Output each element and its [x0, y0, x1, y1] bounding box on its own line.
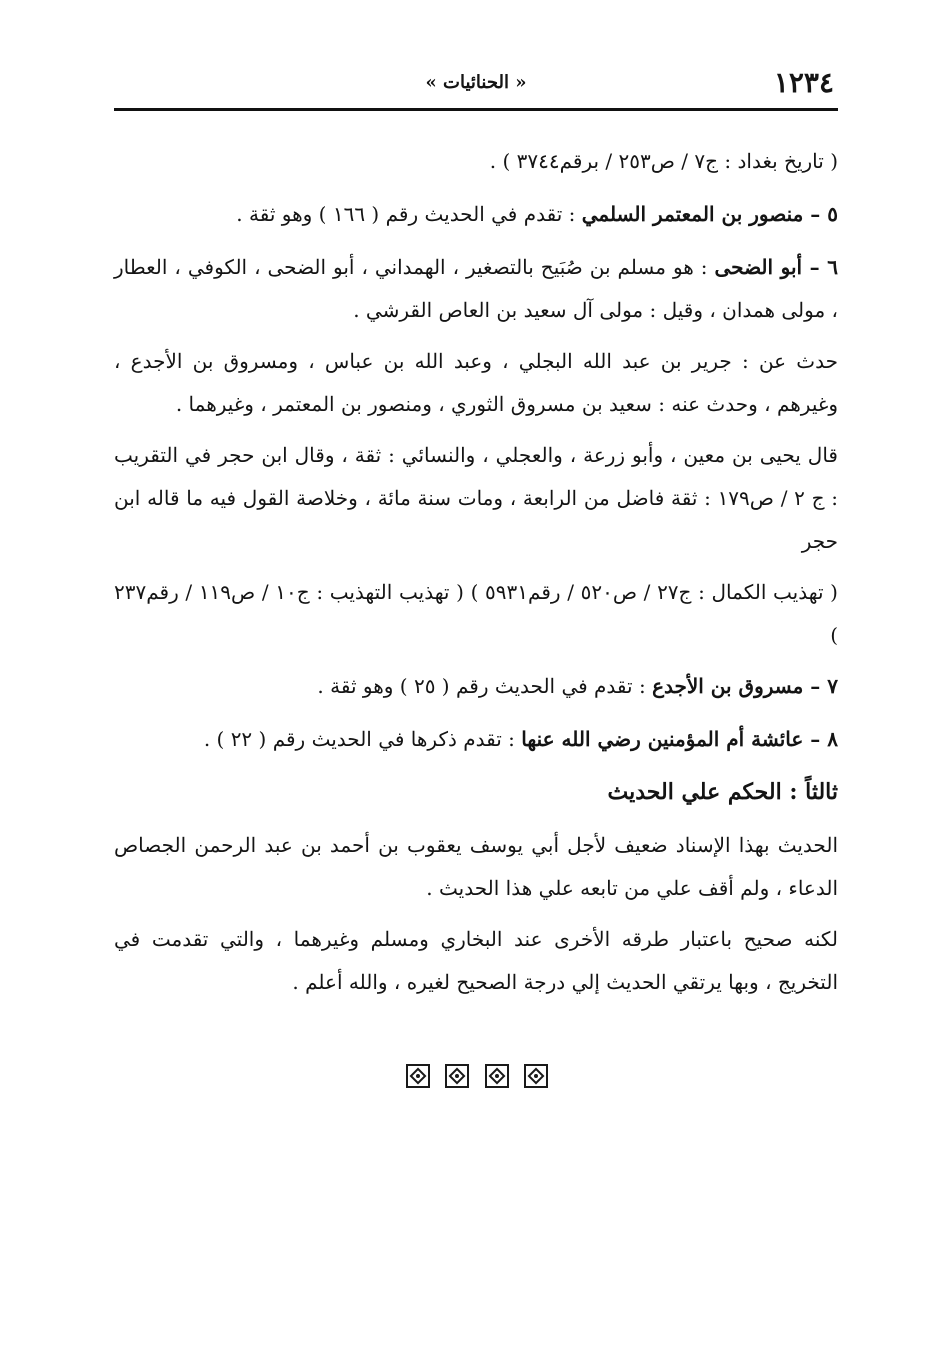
square-ornament-icon [406, 1064, 430, 1088]
square-ornament-icon [524, 1064, 548, 1088]
page-header [114, 64, 838, 110]
paragraph-source-baghdad [114, 140, 838, 183]
paragraph-narrated-from [114, 340, 838, 426]
paragraph-text: قال يحيى بن معين ، وأبو زرعة ، والعجلي ، والنسائي : ثقة ، وقال ابن حجر في التقريب : ج ٢ / ص١٧٩ : ثقة فاضل من الرابعة ، ومات سنة مائة ، وخلاصة القول فيه ما قاله ابن حجر [114, 443, 838, 553]
narrator-name: ٧ – مسروق بن الأجدع [652, 674, 838, 698]
paragraph-text: : هو مسلم بن صُبَيح بالتصغير ، الهمداني ، أبو الضحى ، الكوفي ، العطار ، مولى همدان ، وقيل : مولى آل سعيد بن العاص القرشي . [114, 255, 838, 322]
paragraph-text: الحديث بهذا الإسناد ضعيف لأجل أبي يوسف يعقوب بن أحمد بن عبد الرحمن الجصاص الدعاء ، ولم أقف علي من تابعه علي هذا الحديث . [114, 833, 838, 900]
paragraph-narrator-6 [114, 246, 838, 332]
paragraph-narrator-5 [114, 193, 838, 236]
paragraph-text: لكنه صحيح باعتبار طرقه الأخرى عند البخاري ومسلم وغيرهما ، والتي تقدمت في التخريج ، وبها يرتقي الحديث إلي درجة الصحيح لغيره ، والله أعلم . [114, 927, 838, 994]
paragraph-grading [114, 434, 838, 563]
main-text [114, 140, 838, 1014]
paragraph-narrator-7 [114, 665, 838, 708]
narrator-name: ٦ – أبو الضحى [714, 255, 838, 279]
narrator-name: ٥ – منصور بن المعتمر السلمي [581, 202, 838, 226]
section-heading: ثالثاً : الحكم علي الحديث [607, 779, 838, 805]
paragraph-text: : تقدم ذكرها في الحديث رقم ( ٢٢ ) . [203, 727, 522, 751]
paragraph-text: : تقدم في الحديث رقم ( ٢٥ ) وهو ثقة . [317, 674, 653, 698]
running-title: « الحنائيات » [425, 72, 527, 93]
paragraph-ruling [114, 824, 838, 910]
paragraph-references [114, 571, 838, 657]
square-ornament-icon [485, 1064, 509, 1088]
end-ornaments [406, 1064, 548, 1090]
paragraph-text: : تقدم في الحديث رقم ( ١٦٦ ) وهو ثقة . [236, 202, 582, 226]
paragraph-narrator-8 [114, 718, 838, 761]
paragraph-conclusion [114, 918, 838, 1004]
paragraph-text: حدث عن : جرير بن عبد الله البجلي ، وعبد الله بن عباس ، ومسروق بن الأجدع ، وغيرهم ، وحدث عنه : سعيد بن مسروق الثوري ، ومنصور بن المعتمر ، وغيرهما . [114, 349, 838, 416]
narrator-name: ٨ – عائشة أم المؤمنين رضي الله عنها [521, 727, 838, 751]
paragraph-text: ( تهذيب الكمال : ج٢٧ / ص٥٢٠ / رقم٥٩٣١ ) ( تهذيب التهذيب : ج١٠ / ص١١٩ / رقم٢٣٧ ) [114, 580, 838, 647]
page-number: ١٢٣٤ [773, 66, 834, 99]
paragraph-text: ( تاريخ بغداد : ج٧ / ص٢٥٣ / برقم٣٧٤٤ ) . [489, 149, 838, 173]
header-rule [114, 108, 838, 111]
square-ornament-icon [445, 1064, 469, 1088]
